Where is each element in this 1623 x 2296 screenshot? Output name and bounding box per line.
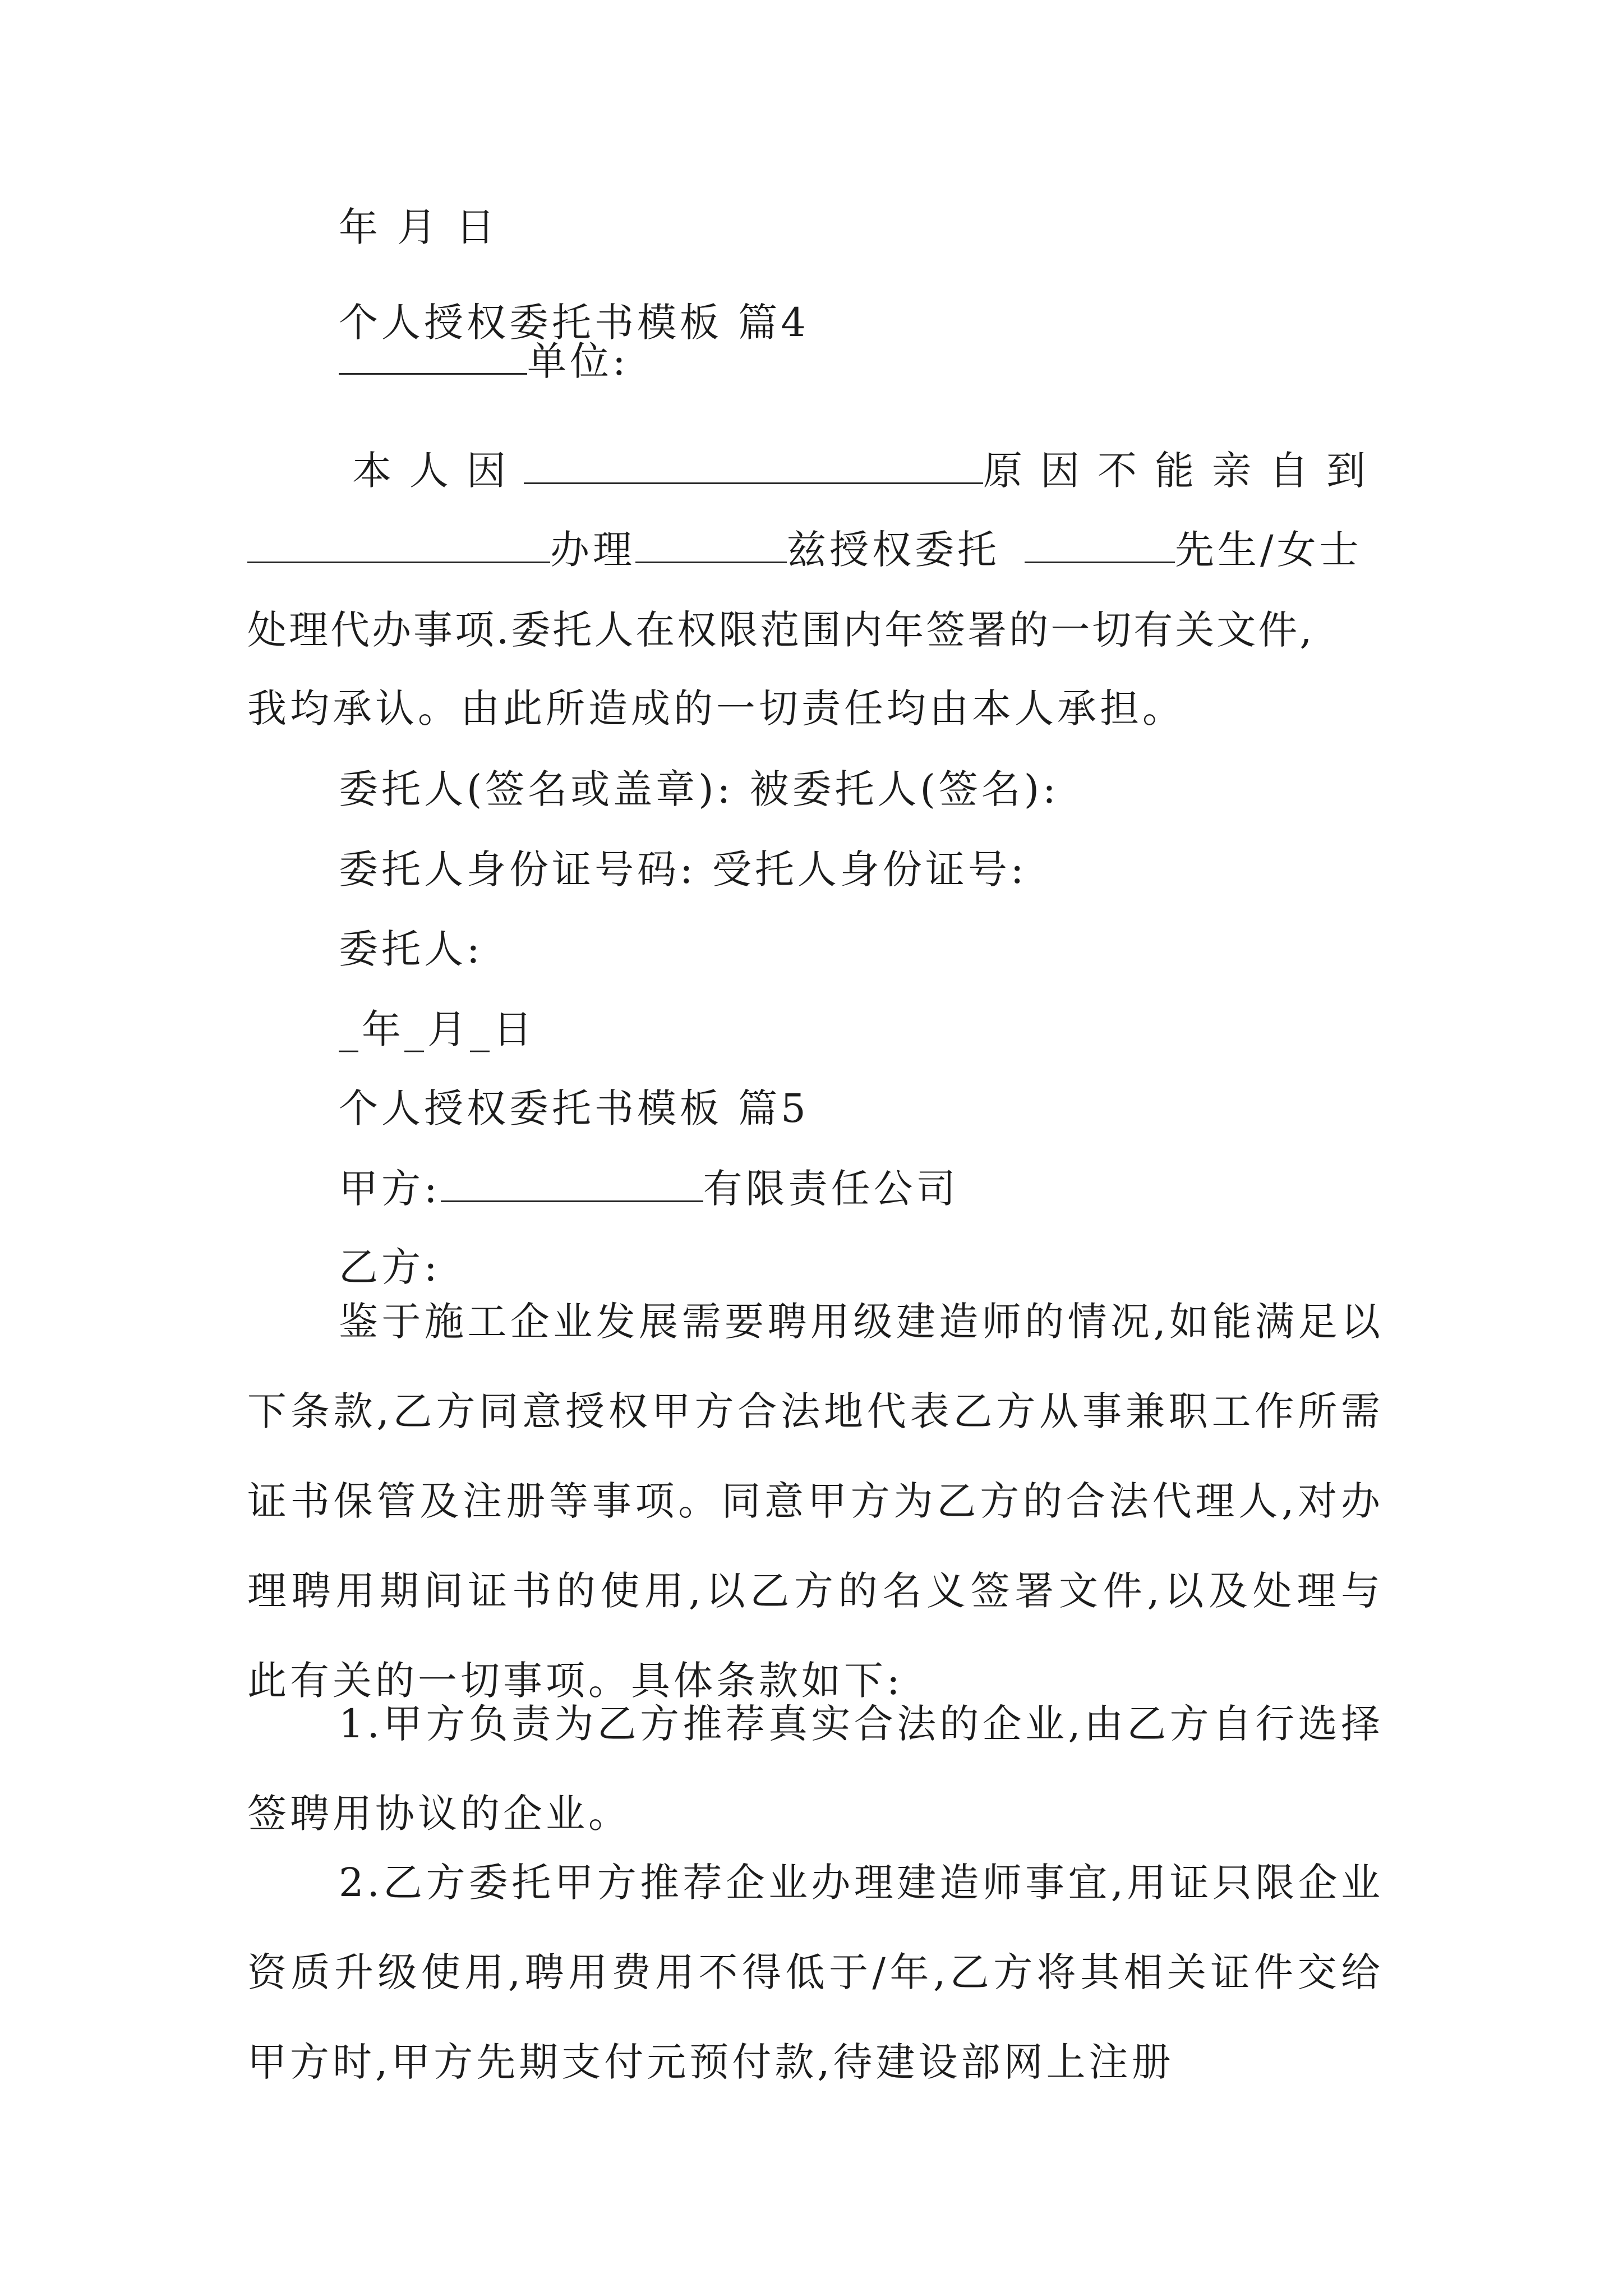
authorization-line-1 — [352, 443, 1384, 499]
unit-line — [339, 333, 629, 389]
authorization-line-4: 我均承认。由此所造成的一切责任均由本人承担。 — [247, 685, 1185, 731]
mr-ms-label: 先生/女士 — [1175, 527, 1362, 573]
clause-1: 1.甲方负责为乙方推荐真实合法的企业,由乙方自行选择签聘用协议的企业。 — [247, 1701, 1384, 1837]
date-line-top: 年 月 日 — [339, 204, 499, 250]
authorize-label: 兹授权委托 — [787, 527, 1000, 573]
clause-2: 2.乙方委托甲方推荐企业办理建造师事宜,用证只限企业资质升级使用,聘用费用不得低于/年,乙方将其相关证件交给甲方时,甲方先期支付元预付款,待建设部网上注册 — [247, 1860, 1384, 2085]
company-suffix: 有限责任公司 — [703, 1166, 959, 1212]
intro-paragraph: 鉴于施工企业发展需要聘用级建造师的情况,如能满足以下条款,乙方同意授权甲方合法地代表乙方从事兼职工作所需证书保管及注册等事项。同意甲方为乙方的合法代理人,对办理聘用期间证书的使用,以乙方的名义签署文件,以及处理与此有关的一切事项。具体条款如下: — [247, 1299, 1384, 1704]
id-number-line: 委托人身份证号码: 受托人身份证号: — [339, 846, 1027, 892]
signature-line: 委托人(签名或盖章): 被委托人(签名): — [339, 766, 1059, 812]
party-a-line — [339, 1161, 959, 1217]
delegator-label: 委托人: — [339, 926, 483, 972]
party-b-line: 乙方: — [339, 1244, 441, 1290]
reason-suffix: 原因不能亲自到 — [983, 448, 1384, 494]
agent-name-blank — [1025, 527, 1175, 563]
matter-blank — [635, 527, 787, 563]
company-name-blank — [441, 1166, 703, 1202]
handle-label: 办理 — [550, 527, 635, 573]
unit-blank — [339, 338, 527, 375]
authorization-line-3: 处理代办事项.委托人在权限范围内年签署的一切有关文件, — [247, 607, 1315, 653]
reason-prefix: 本人因 — [352, 448, 524, 494]
section-heading-5: 个人授权委托书模板 篇5 — [339, 1085, 809, 1131]
authorization-line-2 — [247, 522, 1362, 578]
party-a-label: 甲方: — [339, 1166, 441, 1212]
reason-blank — [524, 448, 983, 484]
date-line-bottom: _年_月_日 — [339, 1006, 536, 1052]
unit-label: 单位: — [527, 338, 629, 384]
section-heading-4: 个人授权委托书模板 篇4 — [339, 300, 809, 346]
place-blank — [247, 527, 550, 563]
